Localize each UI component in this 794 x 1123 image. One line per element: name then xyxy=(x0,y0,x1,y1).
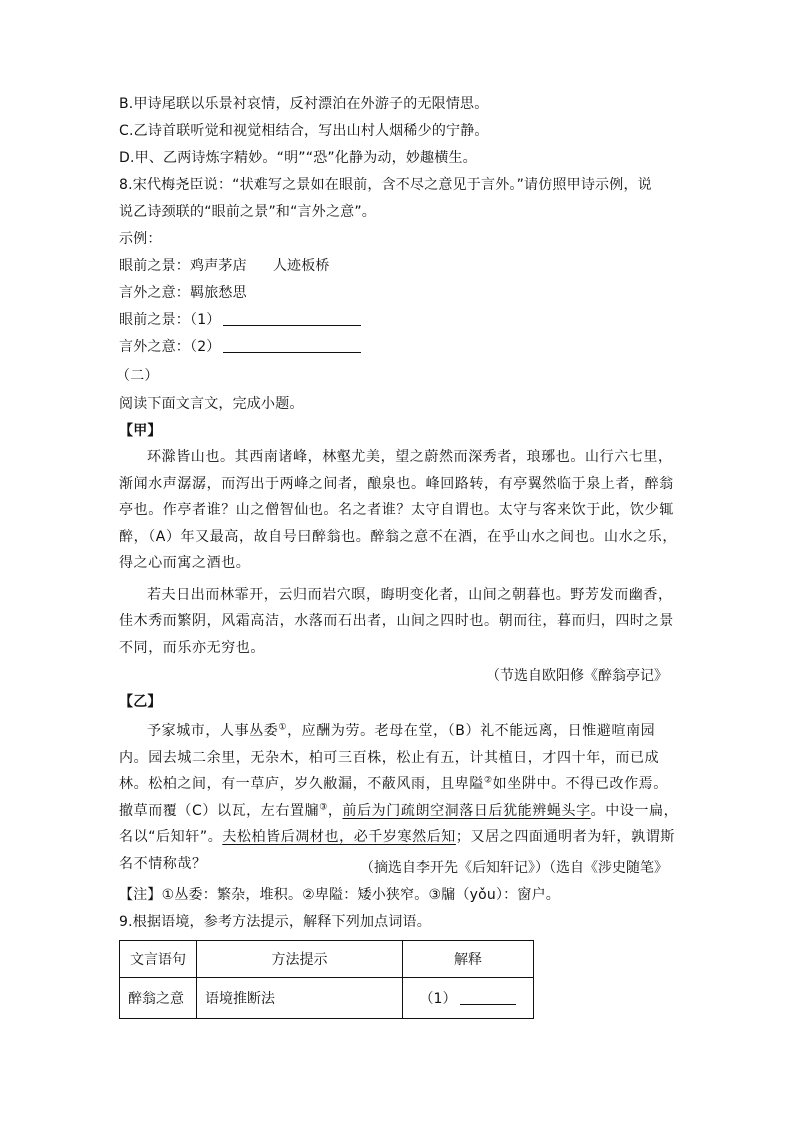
yi-text-c: 如坐阱中。不得已改作焉。撤草而覆（C）以瓦，左右置牖 xyxy=(119,776,668,819)
answer-number: （1） xyxy=(419,991,457,1007)
q8-answer-1 xyxy=(119,310,361,330)
yi-text-a: 予家城市，人事丛委 xyxy=(147,723,279,739)
answer-blank-3[interactable] xyxy=(460,992,516,1005)
jia-paragraph-1: 环滁皆山也。其西南诸峰，林壑尤美，望之蔚然而深秀者，琅琊也。山行六七里，渐闻水声潺潺，而泻出于两峰之间者，酿泉也。峰回路转，有亭翼然临于泉上者，醉翁亭也。作亭者谁？山之僧智仙也。名之者谁？太守自谓也。太守与客来饮于此，饮少辄醉，（A）年又最高，故自号曰醉翁也。醉翁之意不在酒，在乎山水之间也。山水之乐，得之心而寓之酒也。 xyxy=(119,449,677,571)
note-marker-2: ② xyxy=(484,775,493,786)
note-marker-3: ③ xyxy=(319,801,328,812)
ex-scene-a: 鸡声茅店 xyxy=(190,258,247,274)
note-marker-1: ① xyxy=(278,722,288,733)
q8-prompt-line2: 说乙诗颈联的“眼前之景”和“言外之意”。 xyxy=(119,204,377,220)
ex-scene-label: 眼前之景： xyxy=(119,258,190,274)
q8-answer-2 xyxy=(119,337,361,357)
q7-option-c: C.乙诗首联听觉和视觉相结合，写出山村人烟稀少的宁静。 xyxy=(119,123,489,139)
section-heading: （二） xyxy=(116,368,159,384)
table-cell-answer xyxy=(403,978,534,1019)
answer-blank-1[interactable] xyxy=(223,311,361,326)
yi-text-e: 。中设一扁，名以“后知轩”。 xyxy=(119,802,679,845)
ex-meaning: 羁旅愁思 xyxy=(190,285,247,301)
yi-text-b: ，应酬为劳。老母在堂，（B）礼不能远离，日惟避喧南园内。园去城二余里，无杂木，柏可三百株，松止有五，计其植日，才四十年，而已成林。松柏之间，有一草庐，岁久敝漏，不蔽风雨，且卑隘 xyxy=(119,723,660,792)
yi-text-d: ， xyxy=(327,802,343,819)
jia-passage xyxy=(119,444,679,661)
q8-prompt-line1: 8.宋代梅尧臣说：“状难写之景如在眼前，含不尽之意见于言外。”请仿照甲诗示例，说 xyxy=(119,177,652,193)
table-cell: 语境推断法 xyxy=(197,978,403,1019)
section-instruction: 阅读下面文言文，完成小题。 xyxy=(119,396,304,412)
jia-source: （节选自欧阳修《醉翁亭记》 xyxy=(486,668,668,684)
table-header: 文言语句 xyxy=(120,941,197,978)
jia-paragraph-2: 若夫日出而林霏开，云归而岩穴暝，晦明变化者，山间之朝暮也。野芳发而幽香，佳木秀而繁阴，风霜高洁，水落而石出者，山间之四时也。朝而往，暮而归，四时之景不同，而乐亦无穷也。 xyxy=(119,586,674,656)
ex-scene-b: 人迹板桥 xyxy=(272,258,330,274)
q7-option-d: D.甲、乙两诗炼字精妙。“明”“恐”化静为动，妙趣横生。 xyxy=(119,150,477,166)
yi-source: （摘选自李开先《后知轩记》）（选自《涉史随笔》 xyxy=(360,860,668,876)
table-header-row xyxy=(120,941,534,978)
ans1-label: 眼前之景：（1） xyxy=(119,312,221,328)
yi-paragraph xyxy=(119,718,679,877)
jia-label: 【甲】 xyxy=(119,423,162,439)
underlined-sentence-1: 前后为门疏朗空洞落日后犹能辨蝇头字 xyxy=(342,802,591,819)
ex-meaning-label: 言外之意： xyxy=(119,285,190,301)
q8-example-meaning xyxy=(119,283,247,303)
ans2-label: 言外之意：（2） xyxy=(119,339,221,355)
q9-table xyxy=(119,940,534,1019)
q7-option-b: B.甲诗尾联以乐景衬哀情，反衬漂泊在外游子的无限情思。 xyxy=(119,96,489,112)
yi-label: 【乙】 xyxy=(119,694,162,710)
table-header: 方法提示 xyxy=(197,941,403,978)
q8-example-scene xyxy=(119,256,330,276)
underlined-sentence-2: 夫松柏皆后凋材也，必千岁寒然后知 xyxy=(222,829,456,845)
yi-text-f: ；又居之四面通明者为轩，孰谓斯名不情称哉？ xyxy=(119,829,675,872)
table-cell: 醉翁之意 xyxy=(120,978,197,1019)
annotation-note: 【注】①丛委：繁杂，堆积。②卑隘：矮小狭窄。③牖（yǒu）：窗户。 xyxy=(119,887,560,903)
answer-blank-2[interactable] xyxy=(223,338,361,353)
yi-passage xyxy=(119,718,679,877)
table-row xyxy=(120,978,534,1019)
q9-prompt: 9.根据语境，参考方法提示，解释下列加点词语。 xyxy=(119,914,431,930)
q8-example-label: 示例： xyxy=(119,231,162,247)
table-header: 解释 xyxy=(403,941,534,978)
